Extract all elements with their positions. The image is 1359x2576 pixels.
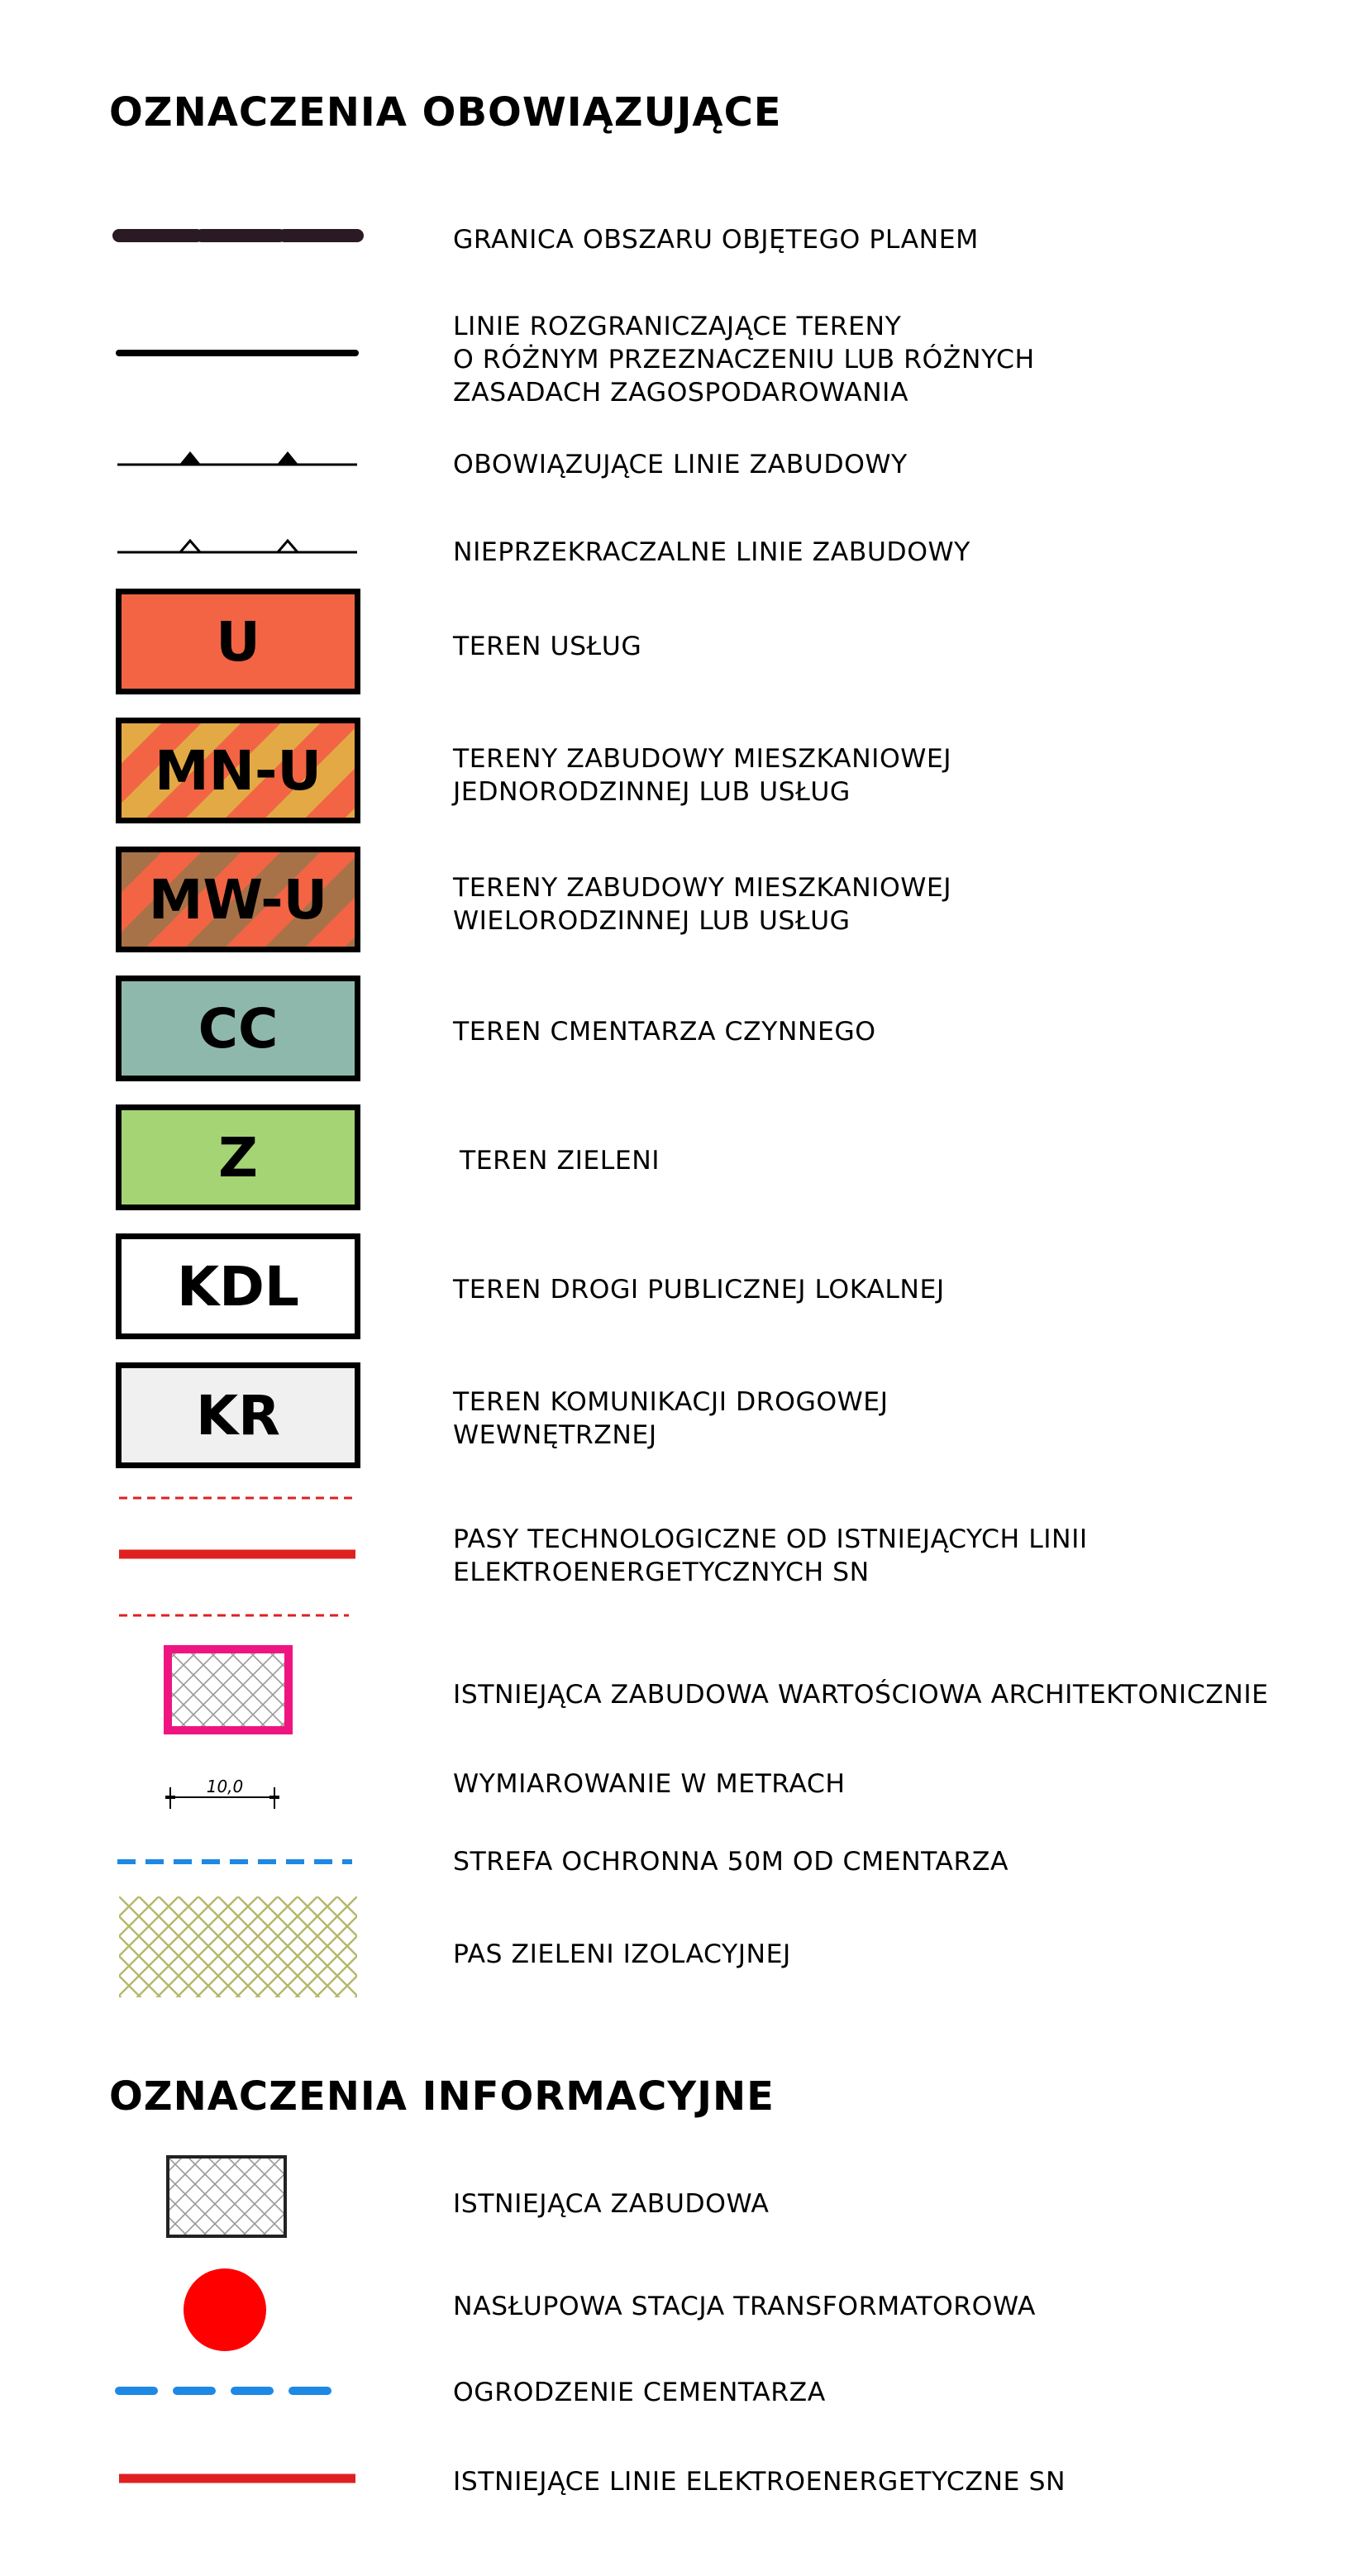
existing-building-symbol	[165, 2154, 289, 2240]
zone-code: MW-U	[148, 867, 328, 932]
existing-power-line-symbol	[119, 2472, 357, 2485]
heading-informative: OZNACZENIA INFORMACYJNE	[109, 2073, 775, 2120]
legend-label-mandatory-building-lines: OBOWIĄZUJĄCE LINIE ZABUDOWY	[453, 450, 908, 479]
zone-mw-u-symbol	[116, 847, 360, 952]
legend-label-cemetery: TEREN CMENTARZA CZYNNEGO	[453, 1017, 876, 1047]
legend-label-services: TEREN USŁUG	[453, 632, 642, 661]
legend-label-dimensioning: WYMIAROWANIE W METRACH	[453, 1769, 846, 1799]
legend-label-cemetery-fence: OGRODZENIE CEMENTARZA	[453, 2378, 826, 2407]
zone-kr-symbol	[116, 1362, 360, 1468]
zone-code: KR	[196, 1383, 280, 1448]
boundary-line-symbol	[112, 223, 364, 248]
legend-label-green-area: TEREN ZIELENI	[460, 1146, 660, 1176]
legend-label-transformer-station: NASŁUPOWA STACJA TRANSFORMATOROWA	[453, 2292, 1036, 2321]
label-line: PASY TECHNOLOGICZNE OD ISTNIEJĄCYCH LINII	[453, 1524, 1088, 1554]
legend-label-single-family-or-services	[453, 742, 951, 809]
dimension-value: 10,0	[206, 1777, 244, 1796]
label-line: WIELORODZINNEJ LUB USŁUG	[453, 906, 851, 936]
zone-mn-u-symbol	[116, 718, 360, 823]
zone-z-symbol	[116, 1104, 360, 1210]
legend-label-technological-strips	[453, 1523, 1088, 1589]
label-line: TEREN KOMUNIKACJI DROGOWEJ	[453, 1387, 889, 1417]
label-line: LINIE ROZGRANICZAJĄCE TERENY	[453, 312, 902, 341]
label-line: TERENY ZABUDOWY MIESZKANIOWEJ	[453, 873, 952, 903]
max-building-line-symbol	[117, 532, 357, 557]
label-line: ZASADACH ZAGOSPODAROWANIA	[453, 378, 909, 408]
legend-label-division-lines	[453, 310, 1035, 409]
zone-kdl-symbol	[116, 1233, 360, 1339]
legend-label-max-building-lines: NIEPRZEKRACZALNE LINIE ZABUDOWY	[453, 537, 970, 567]
valuable-building-symbol	[164, 1645, 293, 1734]
solid-line-symbol	[116, 347, 360, 359]
zone-code: MN-U	[155, 738, 322, 803]
legend-label-protection-zone: STREFA OCHRONNA 50M OD CMENTARZA	[453, 1847, 1009, 1877]
legend-label-existing-power-lines: ISTNIEJĄCE LINIE ELEKTROENERGETYCZNE SN	[453, 2467, 1066, 2497]
zone-code: U	[216, 609, 260, 674]
zone-code: Z	[218, 1125, 258, 1190]
zone-code: CC	[198, 996, 279, 1061]
isolation-greenery-symbol	[119, 1896, 357, 1997]
label-line: WEWNĘTRZNEJ	[453, 1420, 657, 1450]
mandatory-building-line-symbol	[117, 445, 357, 470]
label-line: ELEKTROENERGETYCZNYCH SN	[453, 1558, 870, 1587]
transformer-station-symbol	[182, 2267, 268, 2353]
label-line: O RÓŻNYM PRZEZNACZENIU LUB RÓŻNYCH	[453, 345, 1035, 374]
power-line-buffer-symbol	[119, 1491, 360, 1624]
heading-binding: OZNACZENIA OBOWIĄZUJĄCE	[109, 89, 782, 136]
label-line: JEDNORODZINNEJ LUB USŁUG	[453, 777, 851, 807]
label-line: TERENY ZABUDOWY MIESZKANIOWEJ	[453, 744, 952, 774]
dimension-symbol	[162, 1777, 286, 1819]
legend-label-multi-family-or-services	[453, 871, 951, 937]
legend-label-internal-road	[453, 1386, 889, 1452]
zone-u-symbol	[116, 589, 360, 694]
cemetery-zone-line-symbol	[117, 1855, 354, 1868]
legend-label-existing-building: ISTNIEJĄCA ZABUDOWA	[453, 2189, 770, 2219]
legend-label-local-road: TEREN DROGI PUBLICZNEJ LOKALNEJ	[453, 1275, 945, 1305]
legend-label-boundary: GRANICA OBSZARU OBJĘTEGO PLANEM	[453, 225, 979, 255]
cemetery-fence-symbol	[116, 2384, 346, 2397]
zone-code: KDL	[177, 1254, 299, 1319]
legend-label-valuable-architecture: ISTNIEJĄCA ZABUDOWA WARTOŚCIOWA ARCHITEKTONICZNIE	[453, 1680, 1269, 1710]
legend-label-isolation-greenery: PAS ZIELENI IZOLACYJNEJ	[453, 1939, 791, 1969]
zone-cc-symbol	[116, 976, 360, 1081]
